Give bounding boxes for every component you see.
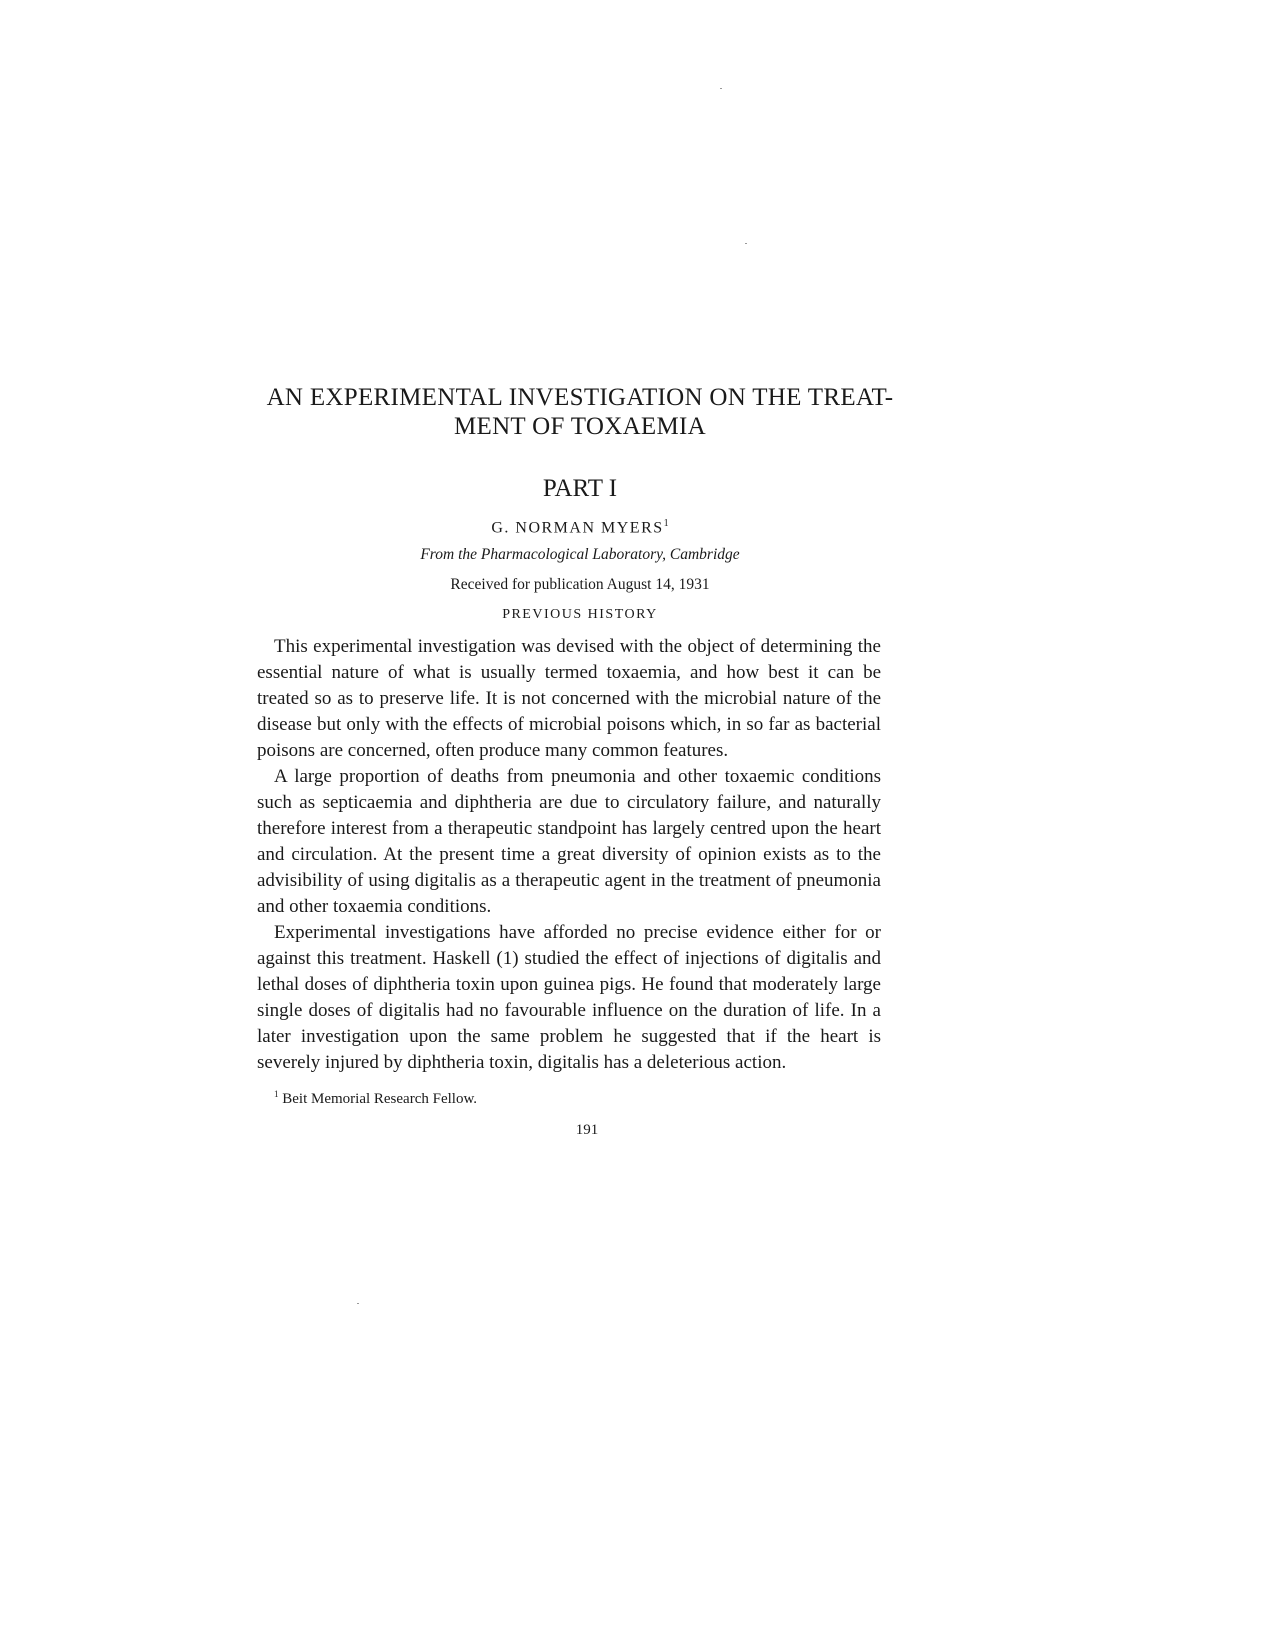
section-heading: PREVIOUS HISTORY xyxy=(502,607,658,622)
title-line-1: AN EXPERIMENTAL INVESTIGATION ON THE TREAT- xyxy=(266,384,894,411)
author-name: G. NORMAN MYERS xyxy=(491,519,664,537)
page-number: 191 xyxy=(575,1122,599,1138)
paragraph: Experimental investigations have afforded no precise evidence either for or against this treatment. Haskell (1) studied the effect of injections of digitalis and lethal doses of diphtheria toxin upon guinea pigs. He found that moderately large single doses of digitalis had no favourable influence on the duration of life. In a later investigation upon the same problem he suggested that if the heart is severely injured by diphtheria toxin, digitalis has a deleterious action. xyxy=(257,922,881,1073)
paragraph: A large proportion of deaths from pneumonia and other toxaemic conditions such as septicaemia and diphtheria are due to circulatory failure, and naturally therefore interest from a therapeutic standpoint has largely centred upon the heart and circulation. At the present time a great diversity of opinion exists as to the advisibility of using digitalis as a therapeutic agent in the treatment of pneumonia and other toxaemia conditions. xyxy=(257,766,881,917)
part-heading: PART I xyxy=(542,475,618,502)
author-footnote-mark: 1 xyxy=(663,518,669,529)
paragraph: This experimental investigation was devised with the object of determining the essential nature of what is usually termed toxaemia, and how best it can be treated so as to preserve life. It is not concerned with the microbial nature of the disease but only with the effects of microbial poisons which, in so far as bacterial poisons are concerned, often produce many common features. xyxy=(257,636,881,761)
received-date: Received for publication August 14, 1931 xyxy=(450,576,710,593)
scan-speck xyxy=(720,88,722,89)
article-title xyxy=(250,383,910,441)
scan-speck xyxy=(357,1303,359,1304)
footnote xyxy=(257,1085,881,1109)
article-flow xyxy=(257,634,881,1140)
affiliation: From the Pharmacological Laboratory, Cambridge xyxy=(420,546,740,563)
title-line-2: MENT OF TOXAEMIA xyxy=(453,413,707,440)
author-line xyxy=(250,514,910,538)
footnote-mark: 1 xyxy=(274,1089,279,1099)
footnote-text: Beit Memorial Research Fellow. xyxy=(282,1091,478,1107)
scan-speck xyxy=(745,243,747,244)
article-body xyxy=(257,634,881,1076)
